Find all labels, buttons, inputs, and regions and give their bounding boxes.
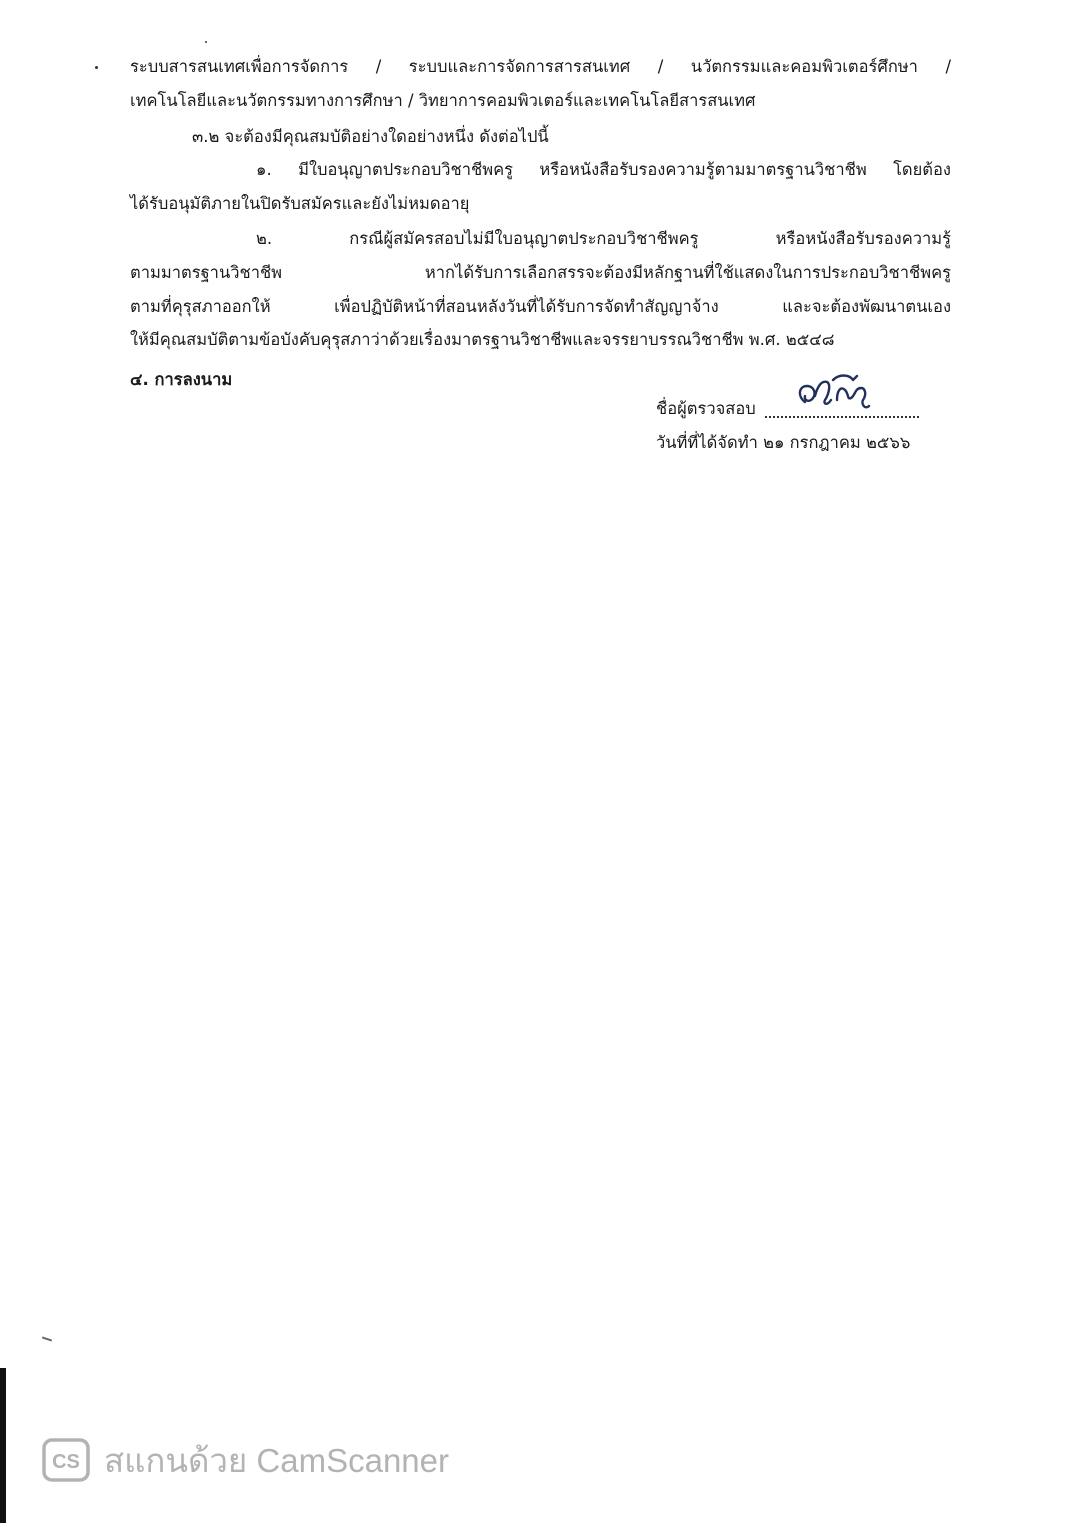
stray-dot [205, 41, 207, 43]
scan-mark [42, 1337, 52, 1342]
subsection-heading: ๓.๒ จะต้องมีคุณสมบัติอย่างใดอย่างหนึ่ง ดังต่อไปนี้ [192, 127, 549, 146]
checker-row [656, 396, 919, 422]
qualification-line-1: ระบบสารสนเทศเพื่อการจัดการ / ระบบและการจัดการสารสนเทศ / นวัตกรรมและคอมพิวเตอร์ศึกษา / [130, 57, 951, 76]
item-2-line-3: ตามที่คุรุสภาออกให้ เพื่อปฏิบัติหน้าที่สอนหลังวันที่ได้รับการจัดทำสัญญาจ้าง และจะต้องพัฒนาตนเอง [130, 297, 951, 316]
section-heading: ๔. การลงนาม [130, 370, 233, 389]
handwritten-signature [791, 366, 891, 418]
checker-label: ชื่อผู้ตรวจสอบ [656, 399, 756, 418]
date-line: วันที่ที่ได้จัดทำ ๒๑ กรกฎาคม ๒๕๖๖ [656, 433, 911, 452]
svg-text:CS: CS [52, 1451, 80, 1473]
camscanner-watermark: สแกนด้วย CamScanner [104, 1442, 450, 1479]
stray-dot [95, 66, 98, 69]
signature-line [761, 396, 919, 422]
item-2-line-4: ให้มีคุณสมบัติตามข้อบังคับคุรุสภาว่าด้วยเรื่องมาตรฐานวิชาชีพและจรรยาบรรณวิชาชีพ พ.ศ. ๒๕๔๘ [130, 330, 835, 349]
item-1-line-1: ๑. มีใบอนุญาตประกอบวิชาชีพครู หรือหนังสือรับรองความรู้ตามมาตรฐานวิชาชีพ โดยต้อง [256, 160, 951, 179]
item-1-line-2: ได้รับอนุมัติภายในปิดรับสมัครและยังไม่หมดอายุ [130, 194, 470, 213]
camscanner-logo-icon [42, 1438, 90, 1482]
scan-edge-shadow [0, 1368, 6, 1523]
item-2-line-2: ตามมาตรฐานวิชาชีพ หากได้รับการเลือกสรรจะต้องมีหลักฐานที่ใช้แสดงในการประกอบวิชาชีพครู [130, 263, 951, 282]
qualification-line-2: เทคโนโลยีและนวัตกรรมทางการศึกษา / วิทยาการคอมพิวเตอร์และเทคโนโลยีสารสนเทศ [130, 91, 756, 110]
item-2-line-1: ๒. กรณีผู้สมัครสอบไม่มีใบอนุญาตประกอบวิชาชีพครู หรือหนังสือรับรองความรู้ [256, 229, 951, 248]
